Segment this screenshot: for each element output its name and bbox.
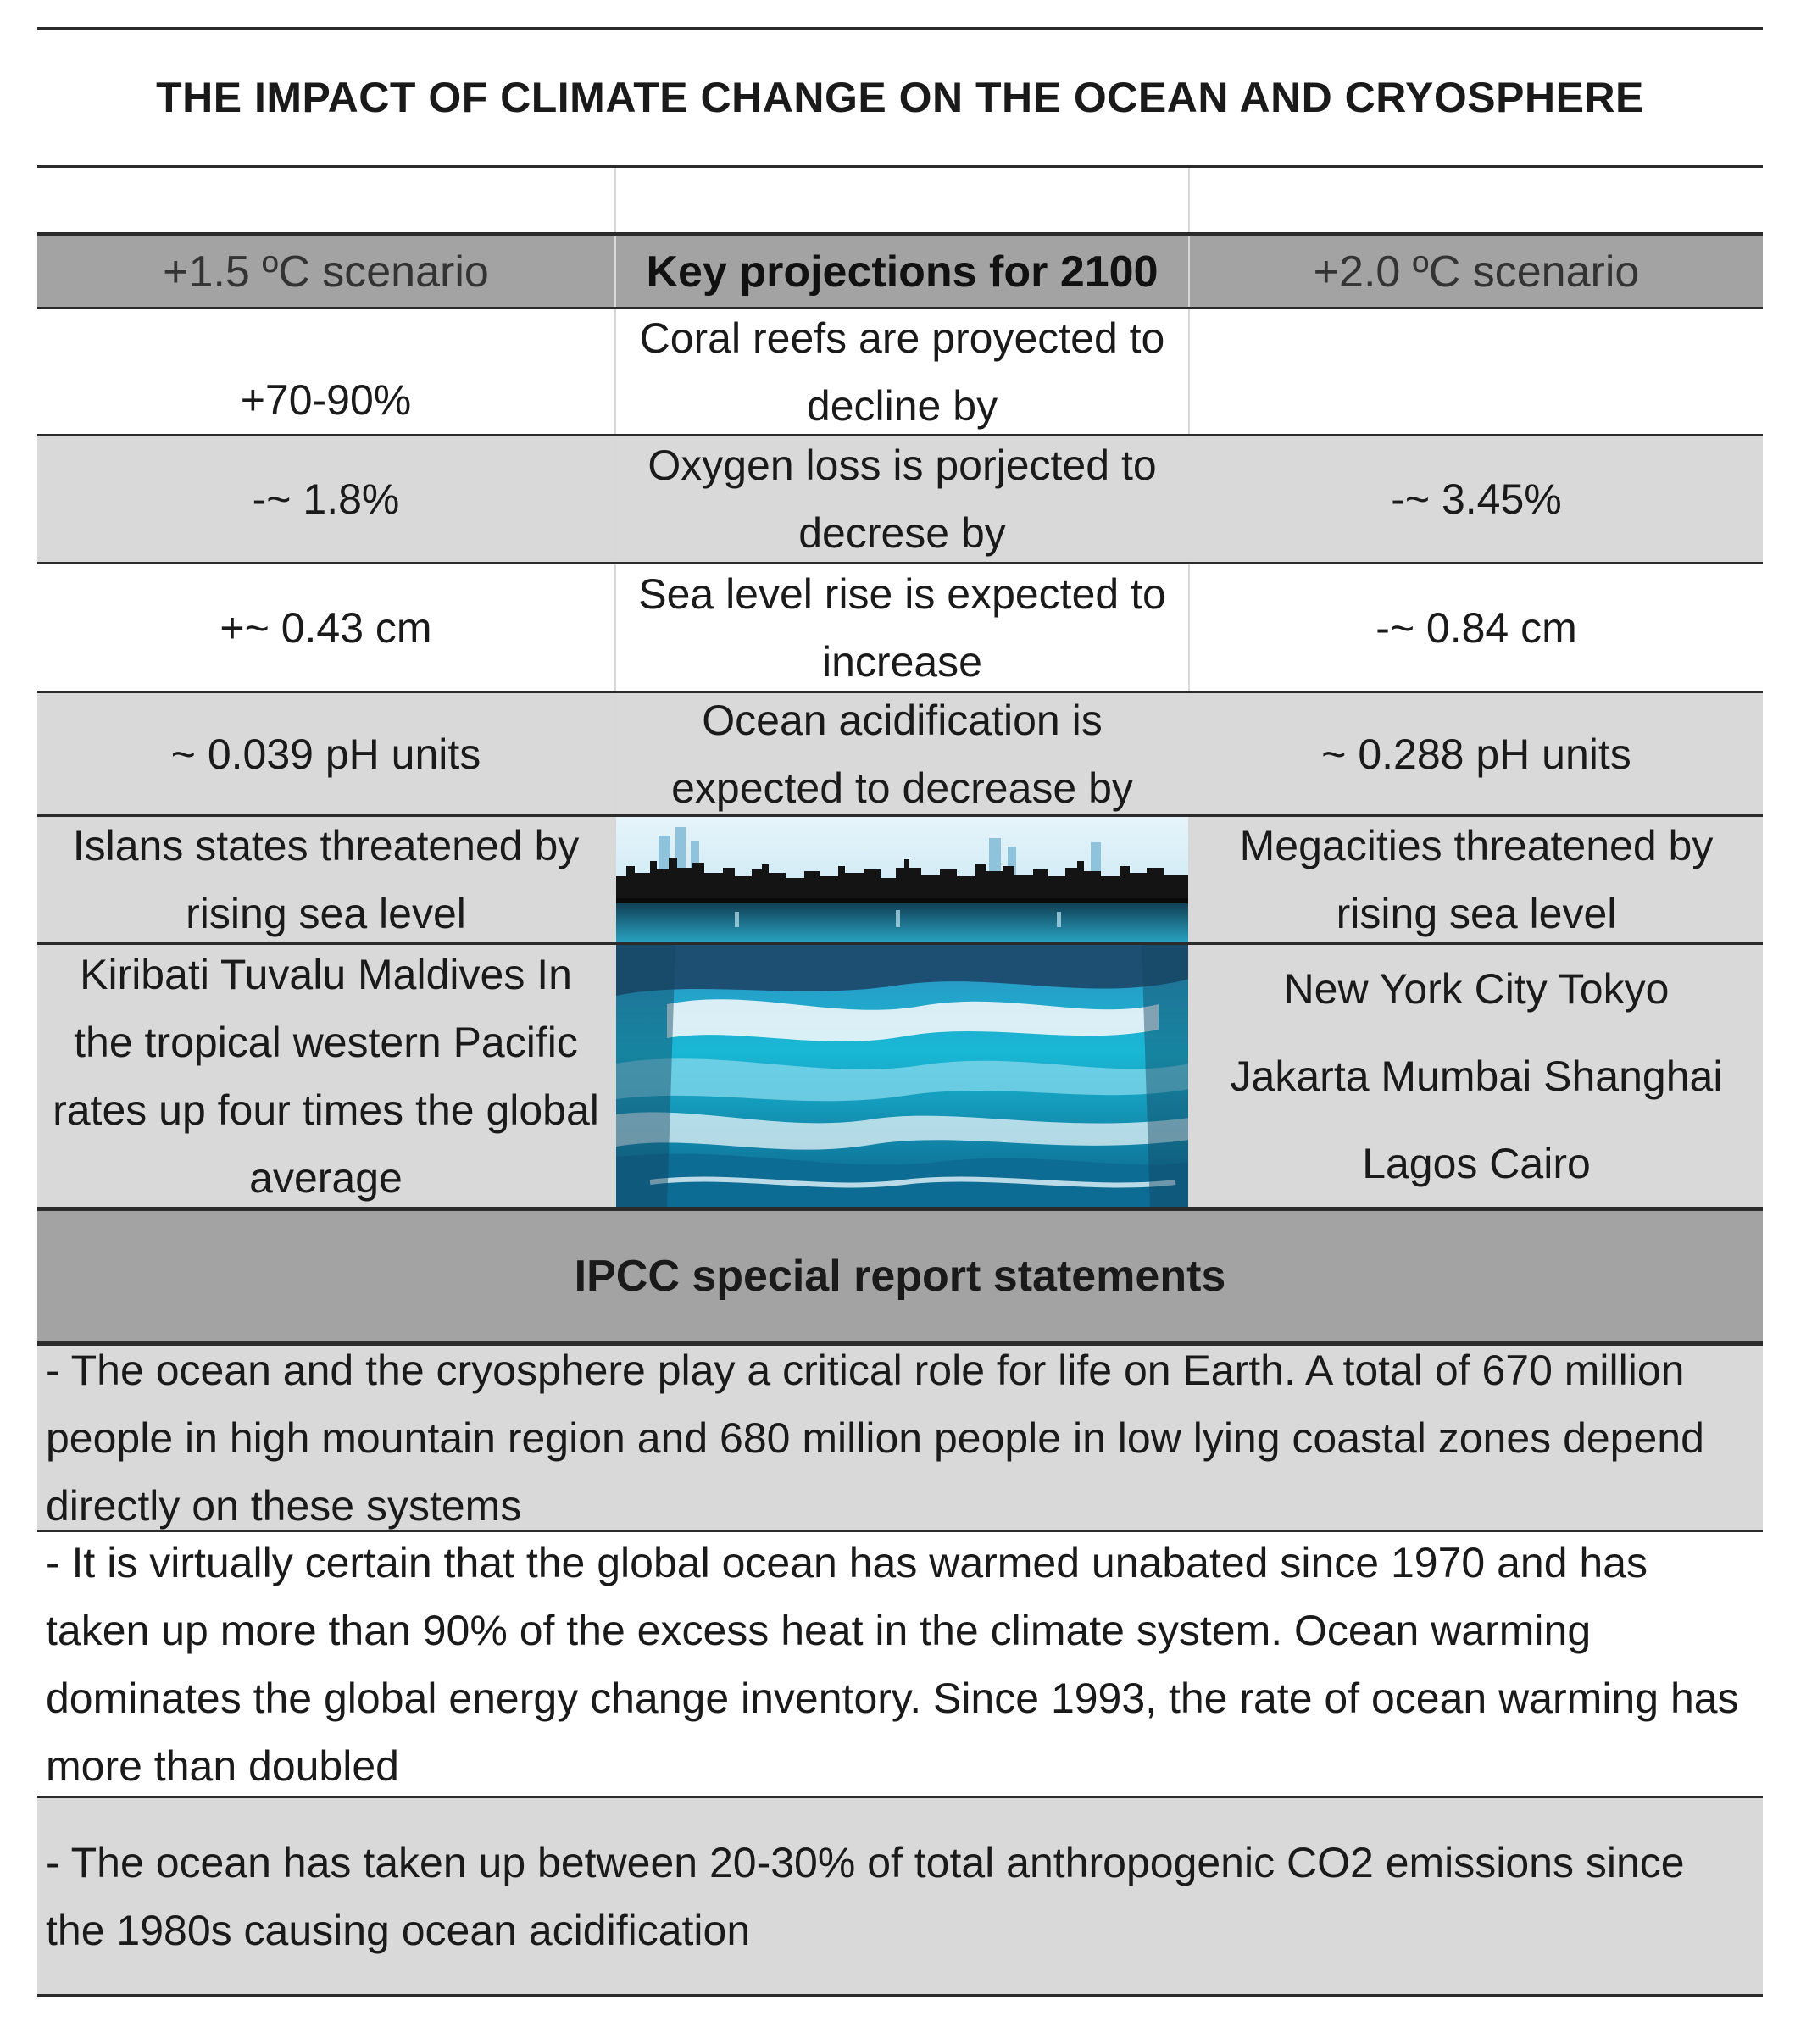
header-key-projections: Key projections for 2100 [616, 236, 1190, 307]
skyline-illustration [616, 817, 1190, 942]
spacer-cell [1190, 168, 1763, 232]
header-scenario-20: +2.0 ºC scenario [1313, 247, 1640, 297]
spacer-cell [616, 168, 1190, 232]
page-title: THE IMPACT OF CLIMATE CHANGE ON THE OCEAN AND CRYOSPHERE [156, 74, 1644, 121]
lists-row [37, 942, 1763, 1207]
projection-row-oxygen [37, 434, 1763, 562]
coral-label: Coral reefs are proyected to decline by [616, 309, 1190, 434]
ipcc-heading-row [37, 1207, 1763, 1341]
spacer-cell [37, 168, 616, 232]
sea-level-20-value: -~ 0.84 cm [1375, 603, 1577, 652]
projection-row-acidification [37, 691, 1763, 814]
coral-15-value: +70-90% [37, 309, 616, 434]
ipcc-heading: IPCC special report statements [574, 1252, 1226, 1301]
spacer-row [37, 165, 1763, 232]
statement-text: - The ocean and the cryosphere play a critical role for life on Earth. A total of 670 million people in high mountain region and 680 million people in low lying coastal zones depend directly on these systems [46, 1346, 1704, 1530]
sea-level-label: Sea level rise is expected to increase [616, 564, 1190, 691]
sea-level-15-value: +~ 0.43 cm [37, 564, 616, 691]
megacities-line: New York City Tokyo [1283, 964, 1670, 1013]
ocean-illustration [616, 945, 1190, 1207]
island-states-label: Islans states threatened by rising sea level [37, 817, 616, 942]
projection-row-sea-level [37, 562, 1763, 691]
coral-20-value [1190, 309, 1763, 434]
megacities-lines [1231, 945, 1723, 1207]
acidification-label: Ocean acidification is expected to decrease by [616, 693, 1190, 814]
header-scenario-15: +1.5 ºC scenario [37, 236, 616, 307]
title-row [37, 27, 1763, 165]
table-bottom-border [37, 1994, 1763, 1997]
megacities-list [1190, 945, 1763, 1207]
threat-row [37, 814, 1763, 942]
oxygen-15-value: -~ 1.8% [37, 436, 616, 562]
projection-row-coral [37, 307, 1763, 434]
island-states-list: Kiribati Tuvalu Maldives In the tropical western Pacific rates up four times the global average [37, 945, 616, 1207]
header-row [37, 232, 1763, 307]
megacities-line: Lagos Cairo [1362, 1139, 1591, 1187]
acidification-20-value: ~ 0.288 pH units [1321, 730, 1631, 778]
statement-row [37, 1341, 1763, 1530]
infographic-table [37, 27, 1763, 1997]
city-skyline-image [616, 817, 1190, 942]
megacities-line: Jakarta Mumbai Shanghai [1230, 1052, 1723, 1100]
ocean-waves-image [616, 945, 1190, 1207]
statement-row [37, 1530, 1763, 1796]
megacities-label: Megacities threatened by rising sea level [1239, 822, 1714, 937]
acidification-15-value: ~ 0.039 pH units [37, 693, 616, 814]
statement-row [37, 1796, 1763, 1994]
oxygen-20-value: -~ 3.45% [1391, 475, 1562, 523]
statement-text: - The ocean has taken up between 20-30% of total anthropogenic CO2 emissions since the 1980s causing ocean acidification [46, 1838, 1685, 1954]
statement-text: - It is virtually certain that the global ocean has warmed unabated since 1970 and has taken up more than 90% of the excess heat in the climate system. Ocean warming dominates the global energy change inventory. Since 1993, the rate of ocean warming has more than doubled [46, 1538, 1739, 1790]
oxygen-label: Oxygen loss is porjected to decrese by [616, 436, 1190, 562]
